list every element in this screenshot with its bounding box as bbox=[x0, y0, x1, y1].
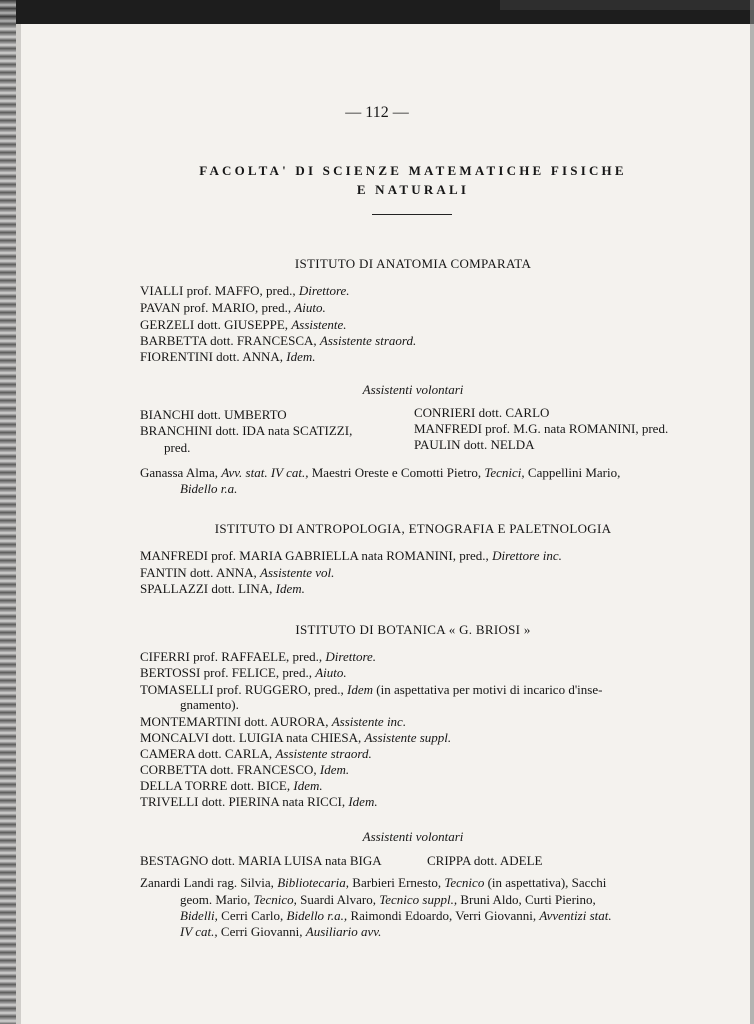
title-divider-rule bbox=[372, 214, 452, 215]
section-title-botanica: ISTITUTO DI BOTANICA « G. BRIOSI » bbox=[295, 622, 531, 637]
list-item: TRIVELLI dott. PIERINA nata RICCI, Idem. bbox=[140, 794, 378, 809]
faculty-title-line-1: FACOLTA' DI SCIENZE MATEMATICHE FISICHE bbox=[199, 163, 627, 178]
volunteers-heading-botanica: Assistenti volontari bbox=[362, 829, 464, 844]
staff-paragraph-line: Bidelli, Cerri Carlo, Bidello r.a., Raimondi Edoardo, Verri Giovanni, Avventizi stat. bbox=[180, 908, 612, 923]
list-item: FANTIN dott. ANNA, Assistente vol. bbox=[140, 565, 335, 580]
list-item: MANFREDI prof. MARIA GABRIELLA nata ROMANINI, pred., Direttore inc. bbox=[140, 548, 562, 563]
list-item: PAVAN prof. MARIO, pred., Aiuto. bbox=[140, 300, 326, 315]
list-item: DELLA TORRE dott. BICE, Idem. bbox=[140, 778, 323, 793]
list-item: CIFERRI prof. RAFFAELE, pred., Direttore. bbox=[140, 649, 377, 664]
list-item: TOMASELLI prof. RUGGERO, pred., Idem (in aspettativa per motivi di incarico d'inse- bbox=[140, 682, 603, 697]
volunteer-left: BIANCHI dott. UMBERTO bbox=[140, 407, 287, 422]
volunteer-left: BRANCHINI dott. IDA nata SCATIZZI, bbox=[140, 423, 353, 438]
volunteer-right: CONRIERI dott. CARLO bbox=[414, 405, 550, 420]
volunteer-left: BESTAGNO dott. MARIA LUISA nata BIGA bbox=[140, 853, 382, 868]
staff-paragraph-line: Ganassa Alma, Avv. stat. IV cat., Maestri Oreste e Comotti Pietro, Tecnici, Cappellini Mario, bbox=[140, 465, 621, 480]
list-item: VIALLI prof. MAFFO, pred., Direttore. bbox=[140, 283, 350, 298]
list-item: CORBETTA dott. FRANCESCO, Idem. bbox=[140, 762, 350, 777]
list-item: CAMERA dott. CARLA, Assistente straord. bbox=[140, 746, 372, 761]
list-item: BARBETTA dott. FRANCESCA, Assistente straord. bbox=[140, 333, 417, 348]
list-item: FIORENTINI dott. ANNA, Idem. bbox=[140, 349, 316, 364]
section-title-anatomia: ISTITUTO DI ANATOMIA COMPARATA bbox=[294, 256, 532, 271]
list-item: SPALLAZZI dott. LINA, Idem. bbox=[140, 581, 305, 596]
staff-paragraph-line: Zanardi Landi rag. Silvia, Bibliotecaria, Barbieri Ernesto, Tecnico (in aspettativa), Sacchi bbox=[140, 875, 607, 890]
section-title-antropologia: ISTITUTO DI ANTROPOLOGIA, ETNOGRAFIA E PALETNOLOGIA bbox=[214, 521, 612, 536]
volunteer-left-continuation: pred. bbox=[164, 440, 191, 455]
staff-paragraph-line: Bidello r.a. bbox=[180, 481, 238, 496]
list-item: GERZELI dott. GIUSEPPE, Assistente. bbox=[140, 317, 347, 332]
volunteer-right: PAULIN dott. NELDA bbox=[414, 437, 535, 452]
page-number: — 112 — bbox=[345, 104, 409, 121]
list-item: MONTEMARTINI dott. AURORA, Assistente inc. bbox=[140, 714, 407, 729]
list-item-continuation: gnamento). bbox=[180, 697, 239, 712]
list-item: BERTOSSI prof. FELICE, pred., Aiuto. bbox=[140, 665, 347, 680]
list-item: MONCALVI dott. LUIGIA nata CHIESA, Assistente suppl. bbox=[140, 730, 452, 745]
staff-paragraph-line: geom. Mario, Tecnico, Suardi Alvaro, Tecnico suppl., Bruni Aldo, Curti Pierino, bbox=[180, 892, 596, 907]
volunteer-right: CRIPPA dott. ADELE bbox=[427, 853, 543, 868]
faculty-title-line-2: E NATURALI bbox=[356, 182, 470, 197]
volunteers-heading-anatomia: Assistenti volontari bbox=[362, 382, 464, 397]
staff-paragraph-line: IV cat., Cerri Giovanni, Ausiliario avv. bbox=[180, 924, 382, 939]
volunteer-right: MANFREDI prof. M.G. nata ROMANINI, pred. bbox=[414, 421, 669, 436]
